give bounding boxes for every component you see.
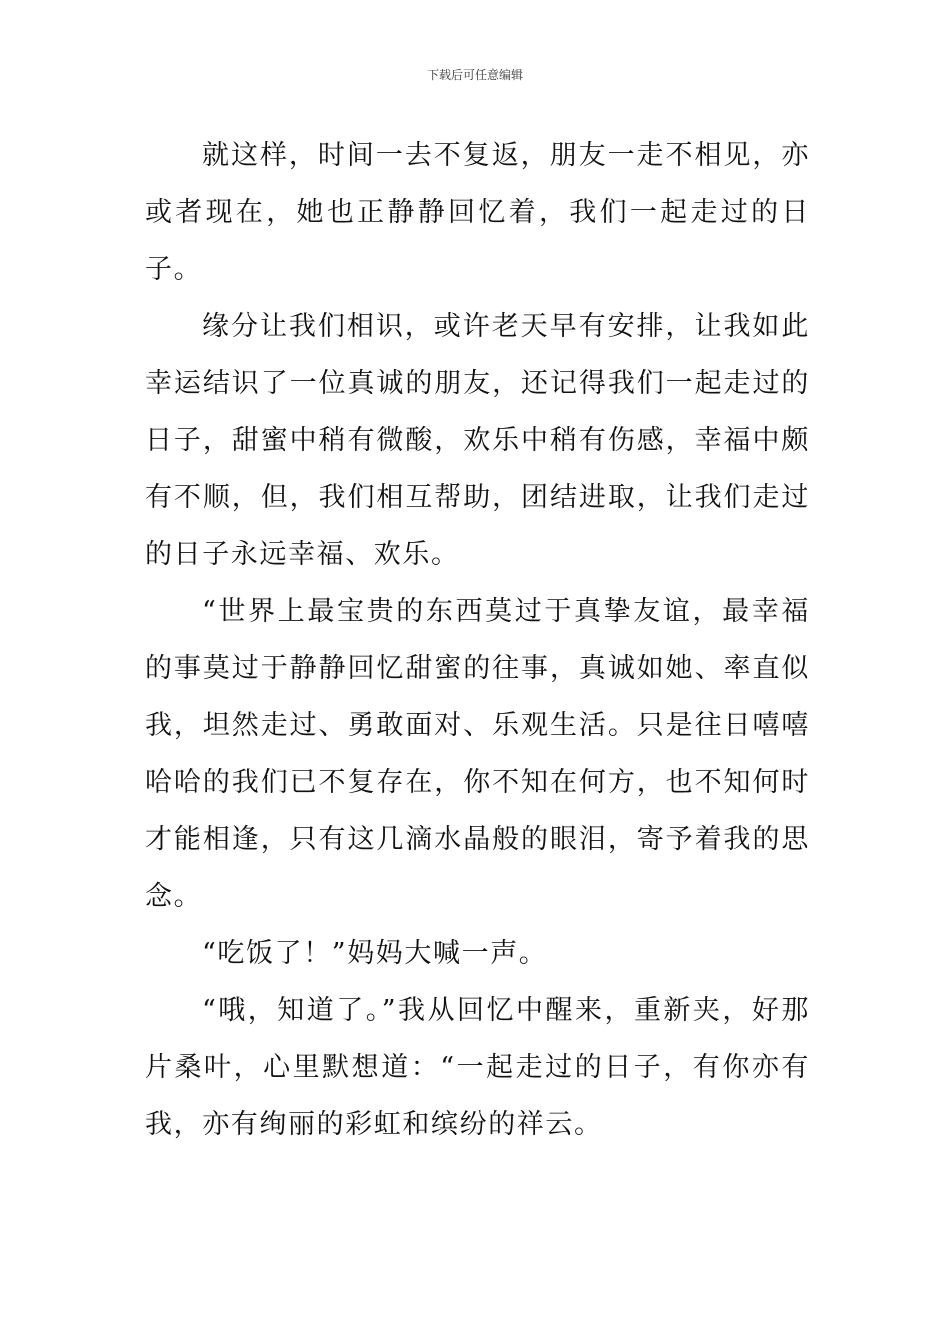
paragraph-3: “世界上最宝贵的东西莫过于真挚友谊，最幸福的事莫过于静静回忆甜蜜的往事，真诚如她、率直似我，坦然走过、勇敢面对、乐观生活。只是往日嘻嘻哈哈的我们已不复存在，你不知在何方，也不知何时才能相逢，只有这几滴水晶般的眼泪，寄予着我的思念。 [145,596,810,912]
document-body [145,127,810,1153]
paragraph-5: “哦，知道了。”我从回忆中醒来，重新夹，好那片桑叶，心里默想道：“一起走过的日子，有你亦有我，亦有绚丽的彩虹和缤纷的祥云。 [145,995,810,1140]
paragraph-1: 就这样，时间一去不复返，朋友一走不相见，亦或者现在，她也正静静回忆着，我们一起走过的日子。 [145,140,810,285]
paragraph-4: “吃饭了！”妈妈大喊一声。 [202,938,548,969]
paragraph-2: 缘分让我们相识，或许老天早有安排，让我如此幸运结识了一位真诚的朋友，还记得我们一起走过的日子，甜蜜中稍有微酸，欢乐中稍有伤感，幸福中颇有不顺，但，我们相互帮助，团结进取，让我们走过的日子永远幸福、欢乐。 [145,311,810,570]
page-header-note: 下载后可任意编辑 [426,68,523,82]
